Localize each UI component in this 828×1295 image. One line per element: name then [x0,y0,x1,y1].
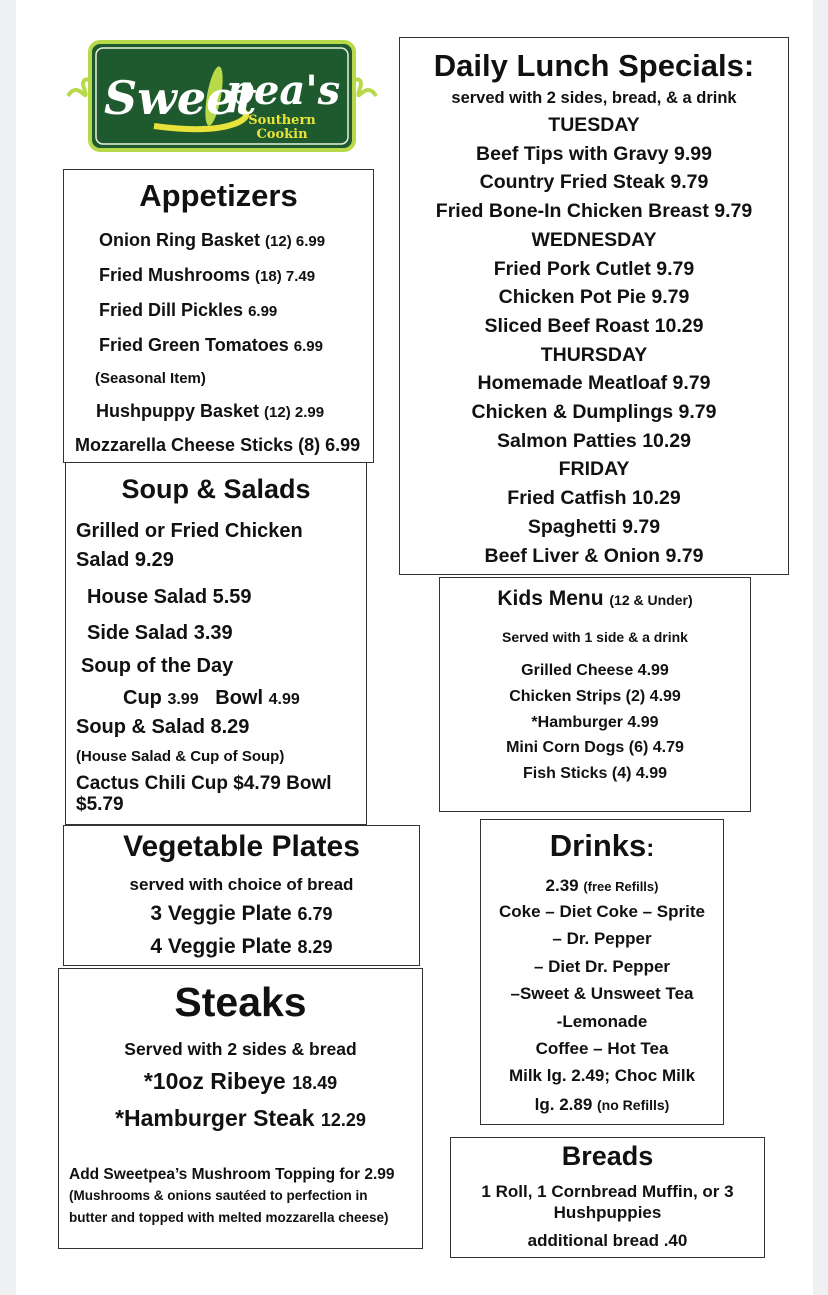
soup-cup-bowl: Cup 3.99 Bowl 4.99 [123,687,300,709]
kids-title: Kids Menu (12 & Under) [497,587,693,610]
kids-item: Fish Sticks (4) 4.99 [522,765,668,783]
breads-line: 1 Roll, 1 Cornbread Muffin, or 3 [481,1182,734,1201]
lunch-line: Beef Tips with Gravy 9.99 [476,142,712,165]
kids-item: Mini Corn Dogs (6) 4.79 [506,739,684,757]
lunch-line: Country Fried Steak 9.79 [479,171,709,194]
steaks-note: Served with 2 sides & bread [124,1039,357,1059]
appetizers-section [63,169,374,463]
steaks-title: Steaks [174,979,307,1025]
soup-item: Side Salad 3.39 [87,622,233,644]
drink-line: – Diet Dr. Pepper [533,956,671,976]
sweetpeas-logo [64,38,380,154]
appetizer-item: Fried Green Tomatoes 6.99 [99,335,323,355]
breads-title: Breads [561,1141,654,1171]
appetizer-item: Mozzarella Cheese Sticks (8) 6.99 [75,435,361,455]
steak-item: *10oz Ribeye 18.49 [143,1068,338,1094]
soup-salads-section [65,462,367,825]
appetizer-item: Fried Mushrooms (18) 7.49 [99,265,316,285]
lunch-line: Chicken Pot Pie 9.79 [498,286,690,309]
breads-line: Hushpuppies [553,1203,662,1222]
soup-item: Cactus Chili Cup $4.79 Bowl [76,773,332,794]
kids-item: Grilled Cheese 4.99 [521,662,669,679]
logo-peas-text: pea's [226,67,341,114]
veg-item: 4 Veggie Plate 8.29 [150,935,333,958]
drink-line: –Sweet & Unsweet Tea [510,984,694,1004]
drinks-title: Drinks: [549,828,655,863]
soup-combo-note: (House Salad & Cup of Soup) [76,748,285,765]
lunch-title: Daily Lunch Specials: [433,48,755,83]
soup-item: Salad 9.29 [76,549,174,571]
appetizer-seasonal-note: (Seasonal Item) [95,370,206,387]
lunch-line: Fried Catfish 10.29 [507,487,681,510]
appetizers-title: Appetizers [139,178,298,213]
lunch-line: WEDNESDAY [531,228,657,251]
soup-item: Soup of the Day [81,655,234,677]
lunch-line: Salmon Patties 10.29 [496,429,691,452]
lunch-line: THURSDAY [540,343,648,366]
breads-extra: additional bread .40 [527,1231,688,1250]
lunch-line: FRIDAY [558,458,630,481]
veg-note: served with choice of bread [129,875,354,894]
vegetable-plates-section [63,825,420,966]
drink-line: – Dr. Pepper [552,929,652,949]
logo-sweet-text: Sweet [104,71,257,125]
kids-item: Chicken Strips (2) 4.99 [509,687,681,705]
steaks-addon: Add Sweetpea’s Mushroom Topping for 2.99 [69,1166,395,1183]
soup-item: House Salad 5.59 [87,586,252,608]
drinks-last-line: lg. 2.89 (no Refills) [534,1095,670,1114]
logo-southern-text: Southern [248,113,316,128]
lunch-line: TUESDAY [548,114,640,136]
steaks-addon-note: (Mushrooms & onions sautéed to perfection in [69,1188,368,1203]
kids-note: Served with 1 side & a drink [502,629,688,645]
drink-line: -Lemonade [556,1011,648,1031]
veg-title: Vegetable Plates [123,830,360,863]
soup-item: Soup & Salad 8.29 [76,716,250,738]
soup-title: Soup & Salads [121,474,311,504]
lunch-subtitle: served with 2 sides, bread, & a drink [451,89,737,107]
lunch-specials-section [399,37,789,575]
lunch-line: Chicken & Dumplings 9.79 [471,401,717,423]
soup-item: Grilled or Fried Chicken [76,520,303,542]
steaks-addon-note: butter and topped with melted mozzarella cheese) [69,1210,389,1225]
appetizer-item: Onion Ring Basket (12) 6.99 [99,230,326,250]
lunch-line: Homemade Meatloaf 9.79 [477,372,711,395]
drink-line: Milk lg. 2.49; Choc Milk [508,1066,696,1086]
drink-line: Coke – Diet Coke – Sprite [499,902,705,921]
drink-line: Coffee – Hot Tea [535,1039,669,1058]
drinks-price: 2.39 (free Refills) [545,876,659,895]
appetizer-item: Hushpuppy Basket (12) 2.99 [96,401,325,421]
steak-item: *Hamburger Steak 12.29 [115,1105,366,1131]
breads-section [450,1137,765,1258]
logo-cookin-text: Cookin [256,127,308,142]
lunch-line: Fried Pork Cutlet 9.79 [493,257,695,280]
lunch-line: Spaghetti 9.79 [527,515,661,538]
soup-item: $5.79 [76,794,124,815]
kids-item: *Hamburger 4.99 [531,713,659,731]
drinks-section [480,819,724,1125]
appetizer-item: Fried Dill Pickles 6.99 [99,300,278,320]
lunch-line: Fried Bone-In Chicken Breast 9.79 [435,200,753,223]
kids-menu-section [439,577,751,812]
veg-item: 3 Veggie Plate 6.79 [150,902,333,925]
steaks-section [58,968,423,1249]
lunch-line: Sliced Beef Roast 10.29 [484,314,704,337]
lunch-line: Beef Liver & Onion 9.79 [484,544,704,567]
